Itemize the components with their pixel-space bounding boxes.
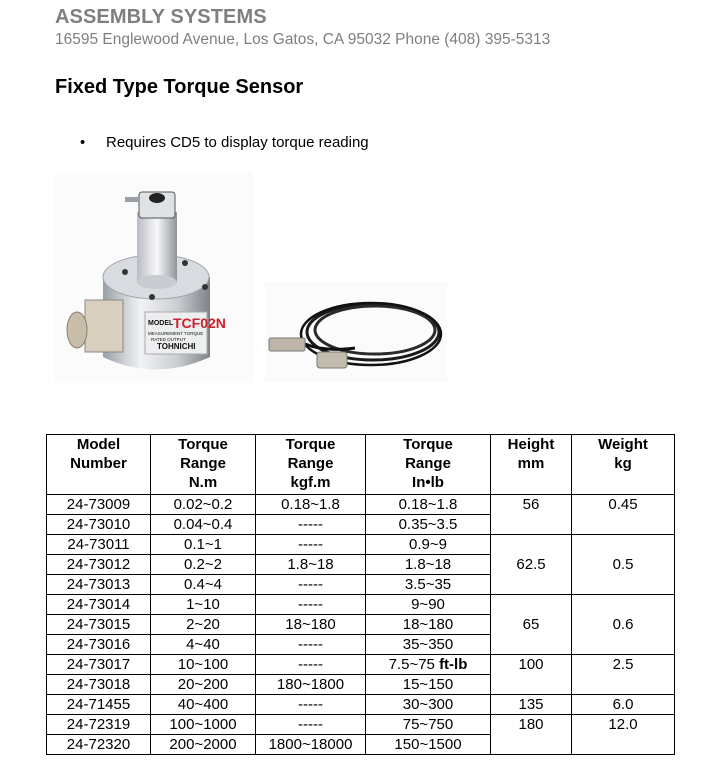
table-row: 24-71455 40~400 ----- 30~300 135 6.0 bbox=[47, 695, 675, 715]
list-item: • Requires CD5 to display torque reading bbox=[80, 134, 369, 151]
table-row: 24-73011 0.1~1 ----- 0.9~9 62.5 0.5 bbox=[47, 535, 675, 555]
height-cell: 135 bbox=[491, 695, 572, 715]
table-row: 24-72319 100~1000 ----- 75~750 180 12.0 bbox=[47, 715, 675, 735]
company-address: 16595 Englewood Avenue, Los Gatos, CA 95032 Phone (408) 395-5313 bbox=[55, 31, 551, 48]
height-cell: 56 bbox=[491, 495, 572, 535]
svg-text:MODEL: MODEL bbox=[148, 320, 174, 327]
weight-cell: 6.0 bbox=[572, 695, 675, 715]
svg-text:TOHNICHI: TOHNICHI bbox=[157, 342, 196, 351]
torque-sensor-image bbox=[55, 172, 253, 383]
height-cell: 180 bbox=[491, 715, 572, 755]
weight-cell: 12.0 bbox=[572, 715, 675, 755]
page-title: Fixed Type Torque Sensor bbox=[55, 76, 304, 98]
ft-lb-unit-label: ft-lb bbox=[439, 656, 468, 673]
weight-cell: 0.6 bbox=[572, 595, 675, 655]
requirements-list bbox=[80, 134, 369, 151]
weight-cell: 2.5 bbox=[572, 655, 675, 695]
height-cell: 62.5 bbox=[491, 535, 572, 595]
col-header-weight: Weight kg bbox=[572, 435, 675, 495]
company-name: ASSEMBLY SYSTEMS bbox=[55, 6, 267, 28]
table-row: 24-73010 0.04~0.4 ----- 0.35~3.5 bbox=[47, 515, 675, 535]
sensor-cable-image bbox=[265, 282, 447, 382]
table-row: 24-73015 2~20 18~180 18~180 bbox=[47, 615, 675, 635]
height-cell: 65 bbox=[491, 595, 572, 655]
table-row: 24-73014 1~10 ----- 9~90 65 0.6 bbox=[47, 595, 675, 615]
col-header-torque-kgfm: Torque Range kgf.m bbox=[256, 435, 366, 495]
table-row: 24-73016 4~40 ----- 35~350 bbox=[47, 635, 675, 655]
col-header-height: Height mm bbox=[491, 435, 572, 495]
weight-cell: 0.5 bbox=[572, 535, 675, 595]
svg-text:MEASUREMENT TORQUE: MEASUREMENT TORQUE bbox=[148, 331, 204, 336]
table-row: 24-72320 200~2000 1800~18000 150~1500 bbox=[47, 735, 675, 755]
weight-cell: 0.45 bbox=[572, 495, 675, 535]
table-row: 24-73017 10~100 ----- 7.5~75 ft-lb 100 2.5 bbox=[47, 655, 675, 675]
table-row: 24-73012 0.2~2 1.8~18 1.8~18 bbox=[47, 555, 675, 575]
table-header-row bbox=[47, 435, 675, 495]
col-header-torque-inlb: Torque Range In•lb bbox=[366, 435, 491, 495]
col-header-torque-nm: Torque Range N.m bbox=[151, 435, 256, 495]
svg-text:TCF02N: TCF02N bbox=[173, 315, 226, 331]
col-header-model: Model Number bbox=[47, 435, 151, 495]
bullet-icon: • bbox=[80, 134, 86, 151]
torque-sensor-spec-table bbox=[46, 434, 675, 755]
svg-text:RATED OUTPUT: RATED OUTPUT bbox=[151, 337, 186, 342]
table-row: 24-73018 20~200 180~1800 15~150 bbox=[47, 675, 675, 695]
table-row: 24-73009 0.02~0.2 0.18~1.8 0.18~1.8 56 0.45 bbox=[47, 495, 675, 515]
table-row: 24-73013 0.4~4 ----- 3.5~35 bbox=[47, 575, 675, 595]
height-cell: 100 bbox=[491, 655, 572, 695]
